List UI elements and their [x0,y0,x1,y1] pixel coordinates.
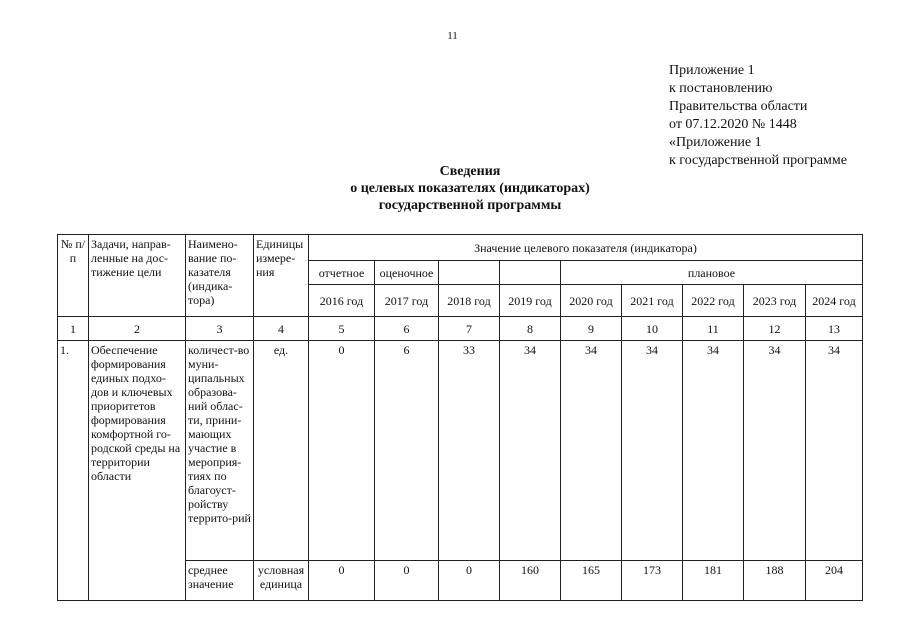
row-task: Обеспечение формирования единых подхо-дов и ключевых приоритетов формирования комфортной го-родской среды на территории области [89,341,186,601]
header-estimated: оценочное [375,261,439,285]
header-year: 2023 год [744,285,806,317]
row-indicator: количест-во муни-ципальных образова-ний облас-ти, прини-мающих участие в мероприя-тиях по благоуст-ройству террито-рий [186,341,254,561]
column-number: 4 [254,317,309,341]
column-number: 1 [58,317,89,341]
column-number: 6 [375,317,439,341]
row-value: 0 [309,341,375,561]
header-year: 2017 год [375,285,439,317]
title-line: государственной программы [378,198,562,213]
row-value: 34 [806,341,863,561]
row-value: 6 [375,341,439,561]
header-indicator: Наимено-вание по-казателя (индика-тора) [186,235,254,317]
row-unit: ед. [254,341,309,561]
column-number: 11 [683,317,744,341]
row-value: 173 [622,561,683,601]
table-row [58,341,863,561]
header-reported: отчетное [309,261,375,285]
header-num: № п/п [58,235,89,317]
appendix-line: от 07.12.2020 № 1448 [669,117,797,132]
document-title [300,163,640,214]
column-number: 3 [186,317,254,341]
row-value: 34 [622,341,683,561]
row-value: 34 [561,341,622,561]
title-line: Сведения [439,164,501,179]
row-value: 160 [500,561,561,601]
appendix-note [669,62,847,170]
header-empty [500,261,561,285]
column-number: 13 [806,317,863,341]
column-number: 5 [309,317,375,341]
row-indicator: среднее значение [186,561,254,601]
column-number: 2 [89,317,186,341]
header-value-group: Значение целевого показателя (индикатора) [309,235,863,261]
row-value: 34 [683,341,744,561]
appendix-line: Приложение 1 [669,63,755,78]
row-value: 34 [744,341,806,561]
row-unit: условная единица [254,561,309,601]
row-value: 165 [561,561,622,601]
row-value: 0 [309,561,375,601]
header-units: Единицы измере-ния [254,235,309,317]
appendix-line: Правительства области [669,99,808,114]
header-year: 2018 год [439,285,500,317]
appendix-line: к государственной программе [669,153,847,168]
header-year: 2021 год [622,285,683,317]
header-tasks: Задачи, направ-ленные на дос-тижение цели [89,235,186,317]
page-number: 11 [447,30,458,42]
row-value: 33 [439,341,500,561]
header-year: 2019 год [500,285,561,317]
column-number: 7 [439,317,500,341]
column-number: 9 [561,317,622,341]
header-year: 2024 год [806,285,863,317]
row-value: 0 [439,561,500,601]
column-number: 12 [744,317,806,341]
row-value: 188 [744,561,806,601]
row-value: 0 [375,561,439,601]
indicators-table [57,234,863,601]
row-value: 181 [683,561,744,601]
header-year: 2016 год [309,285,375,317]
row-value: 204 [806,561,863,601]
column-number: 10 [622,317,683,341]
appendix-line: «Приложение 1 [669,135,762,150]
title-line: о целевых показателях (индикаторах) [350,181,590,196]
header-year: 2022 год [683,285,744,317]
header-empty [439,261,500,285]
header-planned: плановое [561,261,863,285]
row-number: 1. [58,341,89,601]
appendix-line: к постановлению [669,81,773,96]
column-number: 8 [500,317,561,341]
header-year: 2020 год [561,285,622,317]
row-value: 34 [500,341,561,561]
